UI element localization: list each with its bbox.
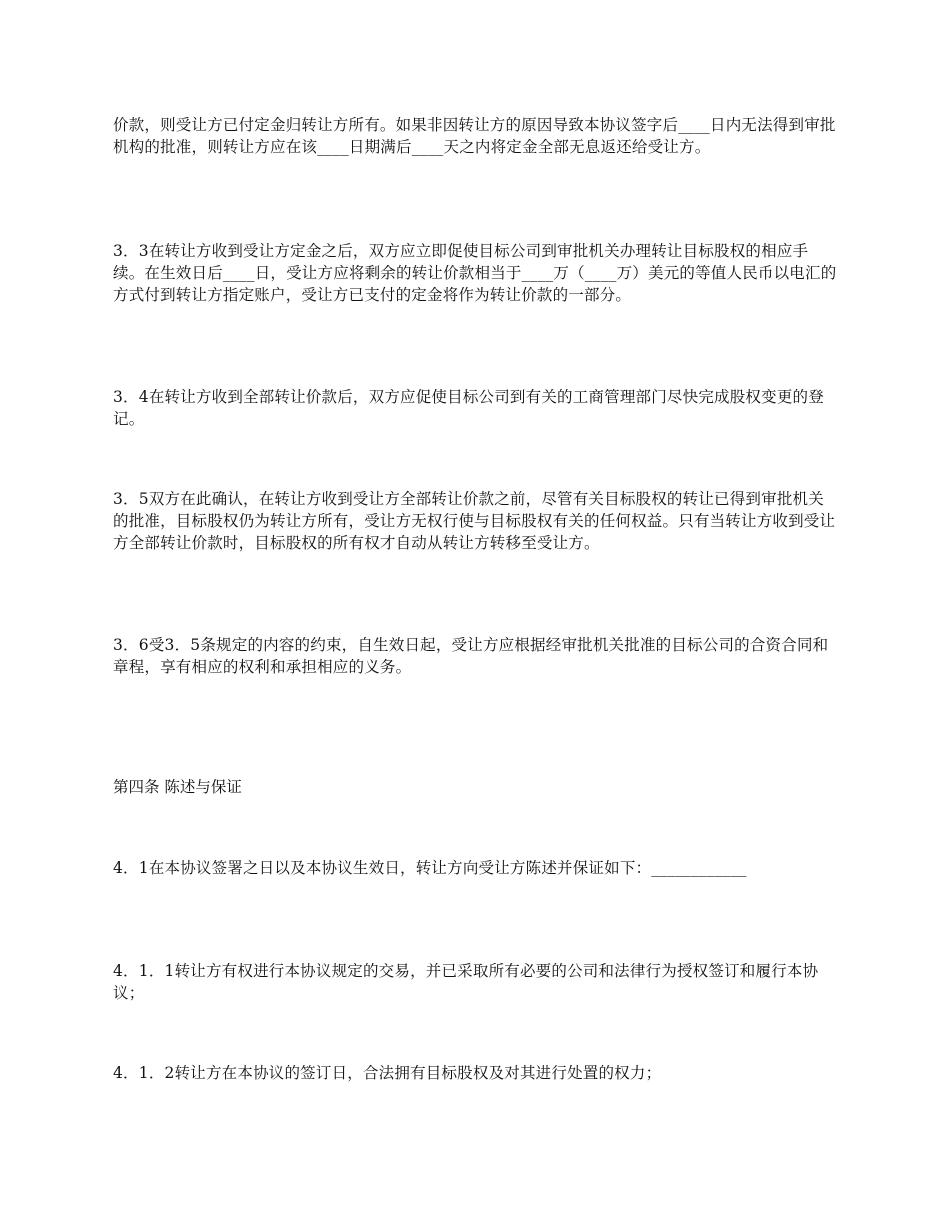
paragraph-3-5: 3．5双方在此确认，在转让方收到受让方全部转让价款之前，尽管有关目标股权的转让已得到审批机关的批准，目标股权仍为转让方所有，受让方无权行使与目标股权有关的任何权益。只有当转让方收到受让方全部转让价款时，目标股权的所有权才自动从转让方转移至受让方。 (113, 490, 836, 552)
paragraph-4-1-2: 4．1．2转让方在本协议的签订日，合法拥有目标股权及对其进行处置的权力； (113, 1064, 662, 1082)
paragraph-3-6: 3．6受3．5条规定的内容的约束，自生效日起，受让方应根据经审批机关批准的目标公司的合资合同和章程，享有相应的权利和承担相应的义务。 (113, 636, 829, 676)
paragraph-4-1: 4．1在本协议签署之日以及本协议生效日，转让方向受让方陈述并保证如下：____________ (113, 859, 747, 877)
paragraph-deposit-return: 价款，则受让方已付定金归转让方所有。如果非因转让方的原因导致本协议签字后____日内无法得到审批机构的批准，则转让方应在该____日期满后____天之内将定金全部无息返还给受让方。 (113, 116, 836, 156)
paragraph-3-4: 3．4在转让方收到全部转让价款后，双方应促使目标公司到有关的工商管理部门尽快完成股权变更的登记。 (113, 388, 824, 428)
paragraph-4-1-1: 4．1．1转让方有权进行本协议规定的交易，并已采取所有必要的公司和法律行为授权签订和履行本协议； (113, 962, 819, 1002)
paragraph-3-3: 3．3在转让方收到受让方定金之后，双方应立即促使目标公司到审批机关办理转让目标股权的相应手续。在生效日后____日，受让方应将剩余的转让价款相当于____万（____万）美元的等值人民币以电汇的方式付到转让方指定账户，受让方已支付的定金将作为转让价款的一部分。 (113, 242, 837, 304)
section-heading-article-4: 第四条 陈述与保证 (113, 778, 242, 796)
